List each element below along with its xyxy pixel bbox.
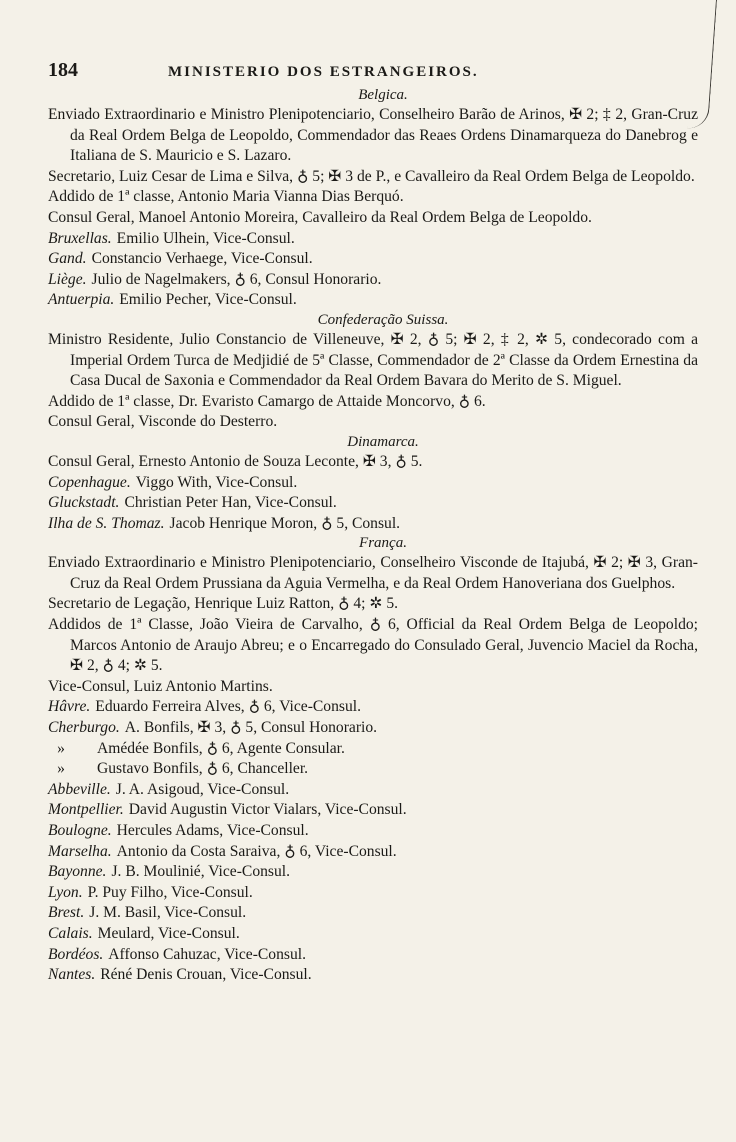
entry-place: Gand. — [48, 250, 87, 268]
directory-entry — [48, 270, 698, 291]
entry-text: A. Bonfils, ✠ 3, ♁ 5, Consul Honorario. — [124, 719, 378, 737]
page-header — [48, 60, 698, 86]
entry-text: Consul Geral, Manoel Antonio Moreira, Cavalleiro da Real Ordem Belga de Leopoldo. — [48, 208, 592, 226]
entry-text: David Augustin Victor Vialars, Vice-Consul. — [128, 801, 407, 819]
entry-text: Enviado Extraordinario e Ministro Plenipotenciario, Conselheiro Barão de Arinos, ✠ 2; ‡ 2, Gran-Cruz da Real Ordem Belga de Leopoldo, Commendador das Reaes Ordens Dinamarqueza do Danebrog e Italiana de S. Mauricio e S. Lazaro. — [48, 106, 698, 165]
entry-text: Jacob Henrique Moron, ♁ 5, Consul. — [169, 514, 401, 532]
entry-text: P. Puy Filho, Vice-Consul. — [87, 883, 253, 901]
entry-place: Cherburgo. — [48, 719, 120, 737]
directory-entry — [48, 412, 698, 433]
entry-place: Antuerpia. — [48, 291, 115, 309]
directory-entry — [48, 290, 698, 311]
entry-place: Lyon. — [48, 883, 83, 901]
sections-container — [48, 86, 698, 986]
entry-text: Emilio Ulhein, Vice-Consul. — [116, 229, 295, 247]
directory-entry — [48, 493, 698, 514]
running-title: MINISTERIO DOS ESTRANGEIROS. — [168, 64, 479, 80]
entry-place: Montpellier. — [48, 801, 124, 819]
directory-entry — [48, 965, 698, 986]
directory-entry — [48, 821, 698, 842]
entry-text: Emilio Pecher, Vice-Consul. — [119, 291, 297, 309]
directory-entry — [48, 187, 698, 208]
entry-place: » — [57, 739, 65, 757]
document-page — [48, 60, 698, 986]
entry-text: Consul Geral, Visconde do Desterro. — [48, 413, 278, 431]
directory-entry — [48, 330, 698, 392]
entry-place: Boulogne. — [48, 822, 112, 839]
directory-entry — [48, 249, 698, 270]
entry-text: Affonso Cahuzac, Vice-Consul. — [108, 945, 306, 963]
entry-place: Abbeville. — [48, 780, 111, 798]
page-number: 184 — [48, 59, 78, 81]
entry-text: Réné Denis Crouan, Vice-Consul. — [100, 966, 312, 984]
entry-text: Amédée Bonfils, ♁ 6, Agente Consular. — [97, 739, 345, 757]
entry-text: Meulard, Vice-Consul. — [97, 924, 240, 942]
entry-text: J. A. Asigoud, Vice-Consul. — [115, 780, 290, 798]
directory-entry — [48, 229, 698, 250]
entry-text: Secretario, Luiz Cesar de Lima e Silva, ♁ 5; ✠ 3 de P., e Cavalleiro da Real Ordem Belga de Leopoldo. — [48, 167, 695, 185]
entry-place: Ilha de S. Thomaz. — [48, 514, 165, 532]
directory-entry — [48, 105, 698, 167]
directory-entry — [48, 677, 698, 698]
directory-entry — [48, 780, 698, 801]
directory-entry — [48, 167, 698, 188]
directory-entry — [48, 739, 698, 760]
entry-text: Addido de 1ª classe, Dr. Evaristo Camargo de Attaide Moncorvo, ♁ 6. — [48, 392, 486, 410]
entry-place: Copenhague. — [48, 473, 131, 491]
section-heading: Belgica. — [358, 87, 408, 103]
entry-place: Bruxellas. — [48, 229, 112, 247]
entry-text: Constancio Verhaege, Vice-Consul. — [91, 250, 313, 268]
directory-entry — [48, 697, 698, 718]
entry-text: Addidos de 1ª Classe, João Vieira de Carvalho, ♁ 6, Official da Real Ordem Belga de Leopoldo; Marcos Antonio de Araujo Abreu; e o Encarregado do Consulado Geral, Juvencio Maciel da Rocha, ✠ 2, ♁ 4; ✲ 5. — [48, 616, 698, 675]
section-heading: Dinamarca. — [347, 433, 419, 450]
entry-place: » — [57, 760, 65, 778]
entry-text: J. B. Moulinié, Vice-Consul. — [111, 863, 291, 881]
entry-place: Brest. — [48, 904, 85, 922]
entry-text: Viggo With, Vice-Consul. — [135, 473, 298, 491]
entry-text: Consul Geral, Ernesto Antonio de Souza Leconte, ✠ 3, ♁ 5. — [48, 452, 423, 470]
entry-place: Nantes. — [48, 966, 96, 984]
entry-text: Secretario de Legação, Henrique Luiz Ratton, ♁ 4; ✲ 5. — [48, 595, 399, 613]
directory-entry — [48, 615, 698, 677]
entry-text: Gustavo Bonfils, ♁ 6, Chanceller. — [97, 760, 309, 778]
entry-place: Bayonne. — [48, 863, 107, 881]
directory-entry — [48, 862, 698, 883]
directory-entry — [48, 945, 698, 966]
entry-place: Hâvre. — [48, 698, 91, 716]
entry-text: Ministro Residente, Julio Constancio de Villeneuve, ✠ 2, ♁ 5; ✠ 2, ‡ 2, ✲ 5, condecorado com a Imperial Ordem Turca de Medjidié de 5ª Classe, Commendador de 2ª Classe da Ordem Ernestina da Casa Ducal de Saxonia e Commendador da Real Ordem Bavara do Merito de S. Miguel. — [48, 330, 698, 390]
directory-entry — [48, 553, 698, 594]
entry-place: Calais. — [48, 924, 93, 942]
entry-text: J. M. Basil, Vice-Consul. — [89, 904, 247, 922]
entry-place: Liège. — [48, 270, 87, 288]
directory-entry — [48, 452, 698, 473]
directory-entry — [48, 903, 698, 924]
entry-text: Antonio da Costa Saraiva, ♁ 6, Vice-Consul. — [116, 842, 397, 860]
entry-place: Gluckstadt. — [48, 494, 120, 512]
entry-text: Addido de 1ª classe, Antonio Maria Vianna Dias Berquó. — [48, 188, 404, 206]
entry-place: Bordéos. — [48, 945, 104, 963]
entry-text: Julio de Nagelmakers, ♁ 6, Consul Honorario. — [91, 270, 382, 288]
directory-entry — [48, 883, 698, 904]
entry-text: Christian Peter Han, Vice-Consul. — [124, 494, 337, 512]
directory-entry — [48, 514, 698, 535]
directory-entry — [48, 842, 698, 863]
section-heading: França. — [359, 535, 407, 552]
entry-text: Vice-Consul, Luiz Antonio Martins. — [48, 677, 273, 695]
directory-entry — [48, 800, 698, 821]
entry-text: Hercules Adams, Vice-Consul. — [116, 822, 309, 839]
entry-place: Marselha. — [48, 842, 112, 860]
directory-entry — [48, 473, 698, 494]
entry-text: Eduardo Ferreira Alves, ♁ 6, Vice-Consul. — [95, 698, 361, 716]
section-heading: Confederação Suissa. — [317, 311, 449, 328]
directory-entry — [48, 718, 698, 739]
directory-entry — [48, 208, 698, 229]
directory-entry — [48, 594, 698, 615]
directory-entry — [48, 924, 698, 945]
directory-entry — [48, 759, 698, 780]
entry-text: Enviado Extraordinario e Ministro Plenipotenciario, Conselheiro Visconde de Itajubá, ✠ 2; ✠ 3, Gran-Cruz da Real Ordem Prussiana da Aguia Vermelha, e da Real Ordem Hanoveriana dos Guelphos. — [48, 554, 698, 592]
directory-entry — [48, 392, 698, 413]
